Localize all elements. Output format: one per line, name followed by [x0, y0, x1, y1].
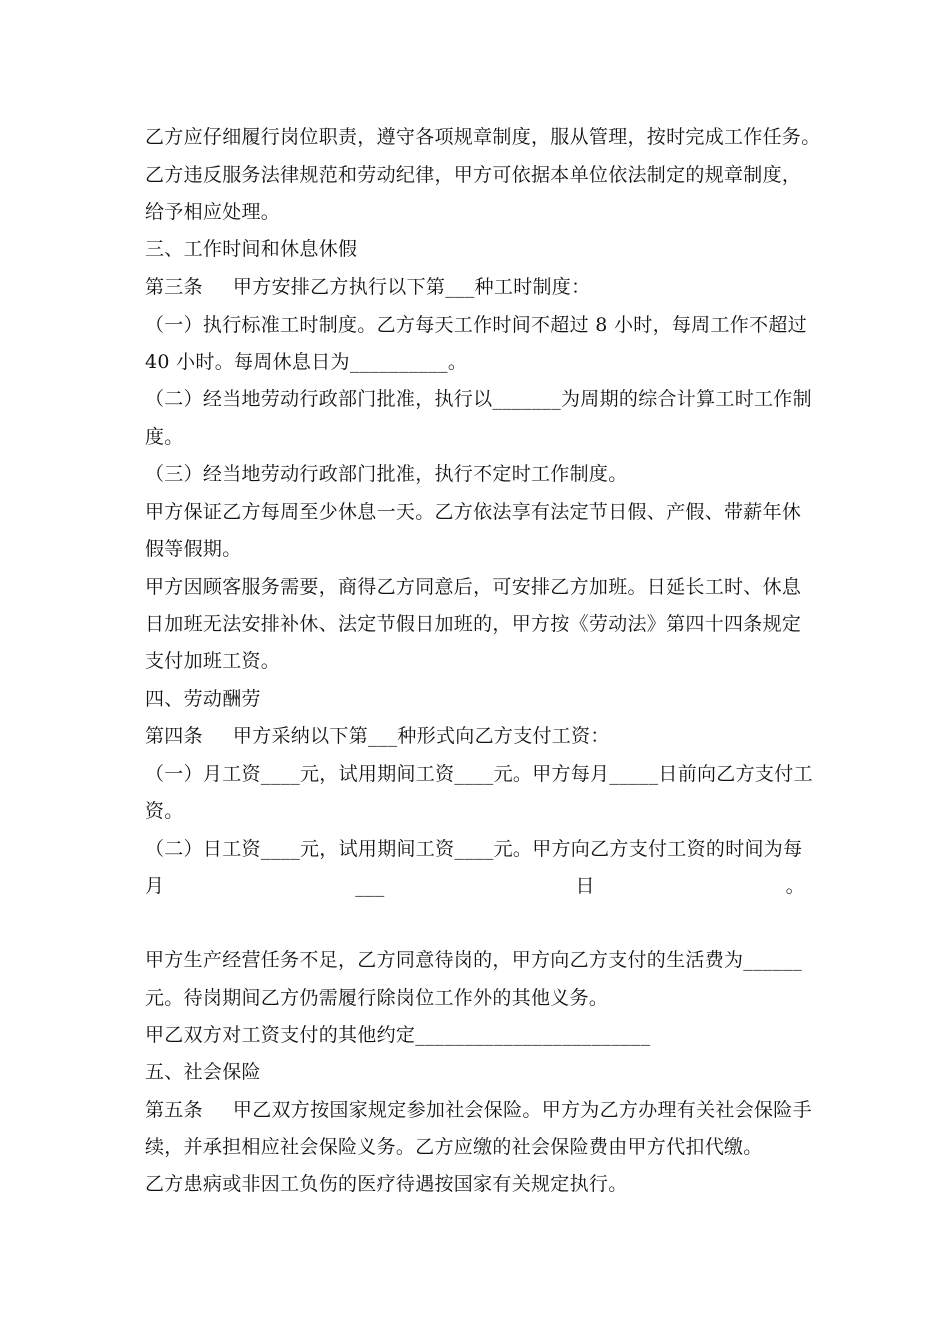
- paragraph-line: 甲方因顾客服务需要，商得乙方同意后，可安排乙方加班。日延长工时、休息: [145, 576, 802, 598]
- paragraph-line-justified: [145, 871, 805, 901]
- article-line: [145, 721, 825, 751]
- text-fragment: 。: [785, 875, 805, 897]
- article-label: 第五条: [145, 1099, 203, 1121]
- text-fragment: 日: [575, 875, 595, 897]
- paragraph-line: 乙方违反服务法律规范和劳动纪律，甲方可依据本单位依法制定的规章制度，: [145, 164, 802, 186]
- paragraph-line: （一）月工资____元，试用期间工资____元。甲方每月_____日前向乙方支付工: [145, 763, 813, 785]
- paragraph-line: 元。待岗期间乙方仍需履行除岗位工作外的其他义务。: [145, 987, 609, 1009]
- section-heading: 五、社会保险: [145, 1061, 261, 1083]
- paragraph-line: 甲方保证乙方每周至少休息一天。乙方依法享有法定节日假、产假、带薪年休: [145, 501, 802, 523]
- paragraph-line: （二）日工资____元，试用期间工资____元。甲方向乙方支付工资的时间为每: [145, 838, 803, 860]
- paragraph-line: 甲方生产经营任务不足，乙方同意待岗的，甲方向乙方支付的生活费为______: [145, 949, 803, 971]
- section-heading: 四、劳动酬劳: [145, 688, 261, 710]
- text-fragment: ___: [355, 875, 385, 897]
- paragraph-line: 甲乙双方对工资支付的其他约定________________________: [145, 1024, 651, 1046]
- paragraph-line: 假等假期。: [145, 538, 242, 560]
- article-line: [145, 272, 825, 302]
- paragraph-line: 支付加班工资。: [145, 650, 281, 672]
- paragraph-line: 度。: [145, 426, 184, 448]
- paragraph-line: 续，并承担相应社会保险义务。乙方应缴的社会保险费由甲方代扣代缴。: [145, 1136, 763, 1158]
- text-fragment: 月: [145, 875, 165, 897]
- paragraph-line: （一）执行标准工时制度。乙方每天工作时间不超过 8 小时，每周工作不超过: [145, 314, 807, 336]
- article-text: 甲方采纳以下第___种形式向乙方支付工资：: [232, 725, 610, 747]
- paragraph-line: 40 小时。每周休息日为__________。: [145, 351, 468, 373]
- paragraph-line: 资。: [145, 800, 184, 822]
- paragraph-line: 乙方应仔细履行岗位职责，遵守各项规章制度，服从管理，按时完成工作任务。: [145, 126, 821, 148]
- paragraph-line: 乙方患病或非因工负伤的医疗待遇按国家有关规定执行。: [145, 1173, 628, 1195]
- article-label: 第四条: [145, 725, 203, 747]
- article-line: [145, 1095, 825, 1125]
- paragraph-line: （二）经当地劳动行政部门批准，执行以_______为周期的综合计算工时工作制: [145, 388, 812, 410]
- paragraph-line: （三）经当地劳动行政部门批准，执行不定时工作制度。: [145, 463, 628, 485]
- article-text: 甲方安排乙方执行以下第___种工时制度：: [232, 276, 591, 298]
- section-heading: 三、工作时间和休息休假: [145, 238, 358, 260]
- paragraph-line: 给予相应处理。: [145, 201, 281, 223]
- article-label: 第三条: [145, 276, 203, 298]
- paragraph-line: 日加班无法安排补休、法定节假日加班的，甲方按《劳动法》第四十四条规定: [145, 613, 802, 635]
- article-text: 甲乙双方按国家规定参加社会保险。甲方为乙方办理有关社会保险手: [232, 1099, 812, 1121]
